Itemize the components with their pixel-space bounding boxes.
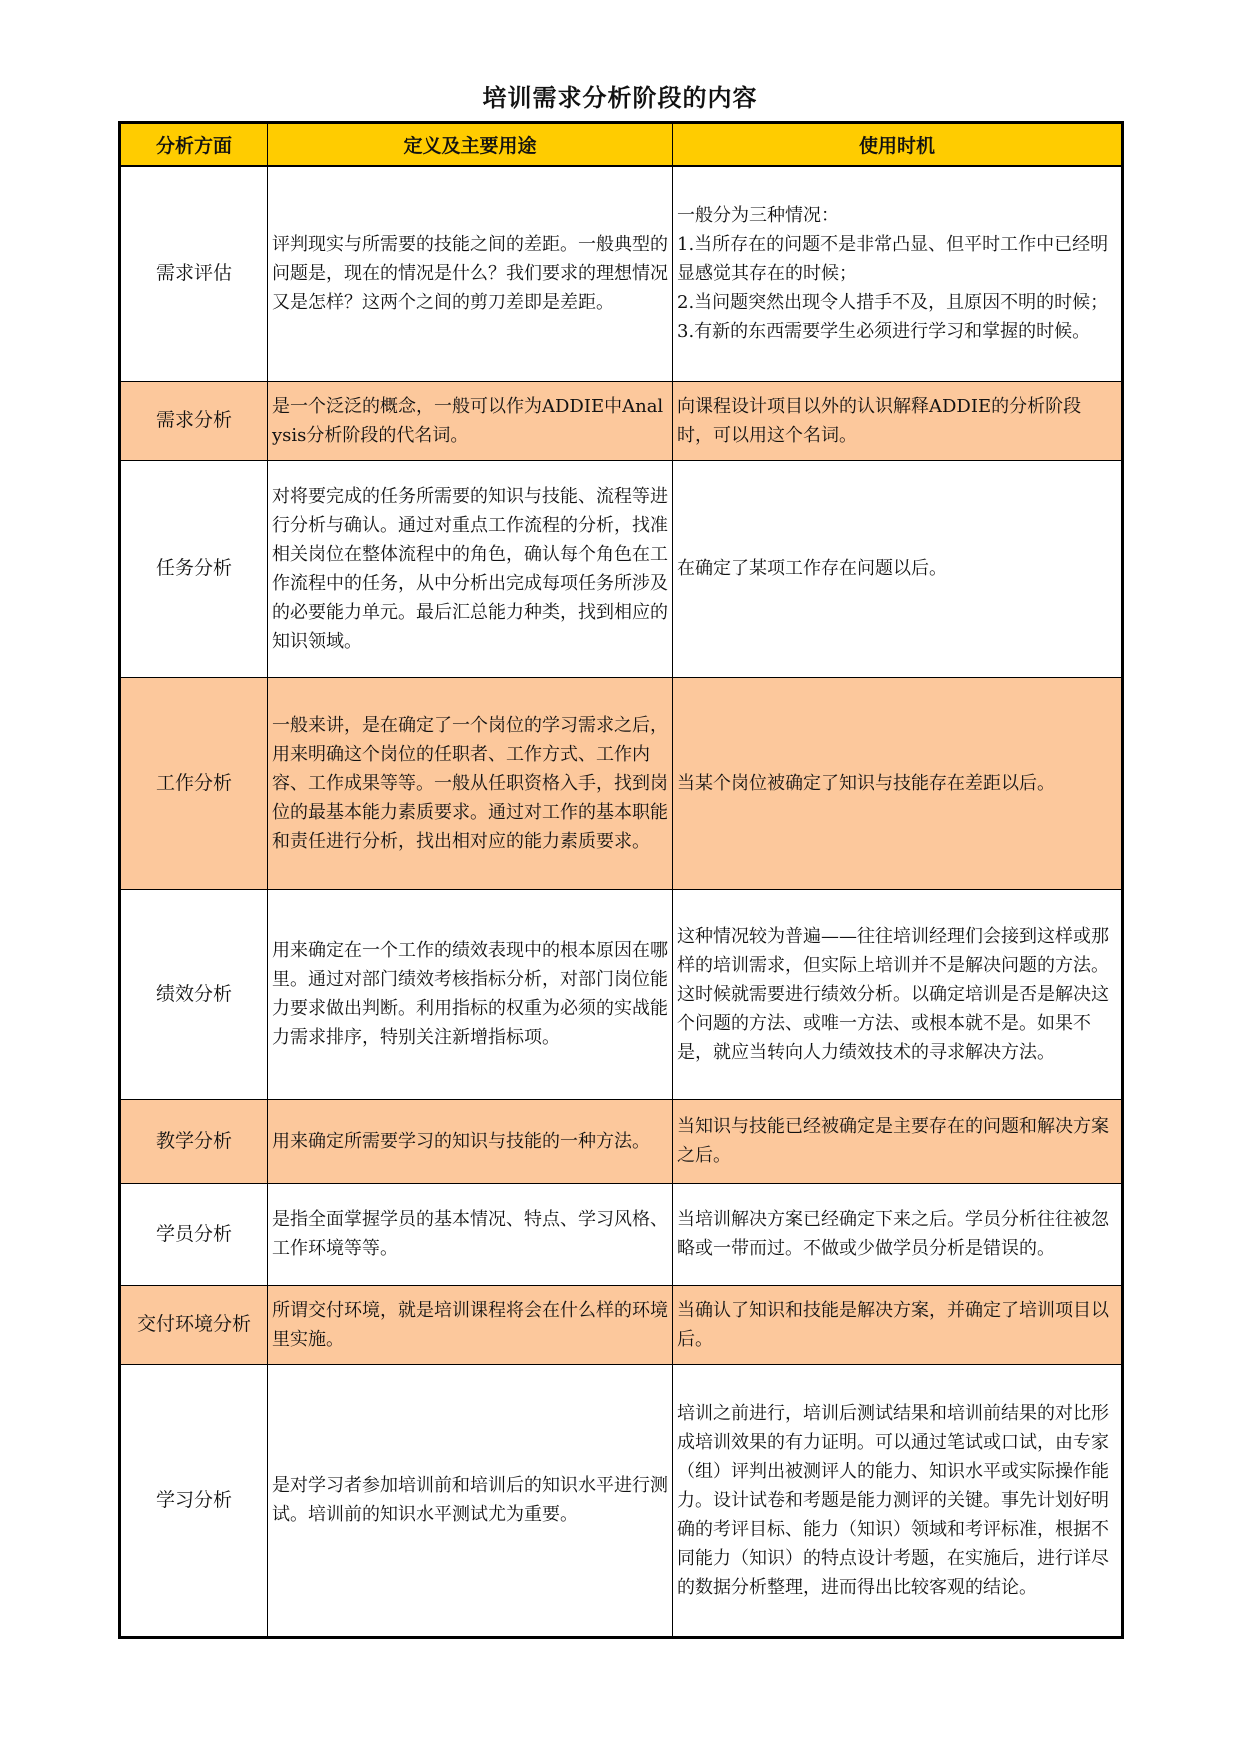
row-definition: 用来确定在一个工作的绩效表现中的根本原因在哪里。通过对部门绩效考核指标分析，对部门岗位能力要求做出判断。利用指标的权重为必须的实战能力需求排序，特别关注新增指标项。 bbox=[268, 889, 673, 1099]
row-aspect: 工作分析 bbox=[120, 677, 268, 889]
table-row bbox=[120, 889, 1123, 1099]
row-aspect: 交付环境分析 bbox=[120, 1285, 268, 1364]
table-row bbox=[120, 1285, 1123, 1364]
table-row bbox=[120, 166, 1123, 381]
row-timing: 当知识与技能已经被确定是主要存在的问题和解决方案之后。 bbox=[673, 1099, 1123, 1183]
row-definition: 是一个泛泛的概念，一般可以作为ADDIE中Analysis分析阶段的代名词。 bbox=[268, 381, 673, 460]
row-timing: 一般分为三种情况： 1.当所存在的问题不是非常凸显、但平时工作中已经明显感觉其存在的时候； 2.当问题突然出现令人措手不及，且原因不明的时候； 3.有新的东西需要学生必须进行学习和掌握的时候。 bbox=[673, 166, 1123, 381]
row-aspect: 需求评估 bbox=[120, 166, 268, 381]
row-aspect: 绩效分析 bbox=[120, 889, 268, 1099]
row-timing: 当确认了知识和技能是解决方案，并确定了培训项目以后。 bbox=[673, 1285, 1123, 1364]
row-aspect: 任务分析 bbox=[120, 460, 268, 677]
header-timing: 使用时机 bbox=[673, 123, 1123, 167]
row-aspect: 学习分析 bbox=[120, 1364, 268, 1637]
analysis-table bbox=[118, 121, 1124, 1639]
row-timing: 当培训解决方案已经确定下来之后。学员分析往往被忽略或一带而过。不做或少做学员分析是错误的。 bbox=[673, 1183, 1123, 1285]
row-timing: 这种情况较为普遍——往往培训经理们会接到这样或那样的培训需求，但实际上培训并不是解决问题的方法。这时候就需要进行绩效分析。以确定培训是否是解决这个问题的方法、或唯一方法、或根本就不是。如果不是，就应当转向人力绩效技术的寻求解决方法。 bbox=[673, 889, 1123, 1099]
row-aspect: 教学分析 bbox=[120, 1099, 268, 1183]
row-timing: 当某个岗位被确定了知识与技能存在差距以后。 bbox=[673, 677, 1123, 889]
row-timing: 培训之前进行，培训后测试结果和培训前结果的对比形成培训效果的有力证明。可以通过笔试或口试，由专家（组）评判出被测评人的能力、知识水平或实际操作能力。设计试卷和考题是能力测评的关键。事先计划好明确的考评目标、能力（知识）领域和考评标准，根据不同能力（知识）的特点设计考题，在实施后，进行详尽的数据分析整理，进而得出比较客观的结论。 bbox=[673, 1364, 1123, 1637]
row-definition: 是指全面掌握学员的基本情况、特点、学习风格、工作环境等等。 bbox=[268, 1183, 673, 1285]
row-definition: 一般来讲，是在确定了一个岗位的学习需求之后，用来明确这个岗位的任职者、工作方式、工作内容、工作成果等等。一般从任职资格入手，找到岗位的最基本能力素质要求。通过对工作的基本职能和责任进行分析，找出相对应的能力素质要求。 bbox=[268, 677, 673, 889]
row-aspect: 需求分析 bbox=[120, 381, 268, 460]
table-row bbox=[120, 381, 1123, 460]
row-timing: 向课程设计项目以外的认识解释ADDIE的分析阶段时，可以用这个名词。 bbox=[673, 381, 1123, 460]
table-header-row bbox=[120, 123, 1123, 167]
header-definition: 定义及主要用途 bbox=[268, 123, 673, 167]
table-row bbox=[120, 460, 1123, 677]
row-definition: 评判现实与所需要的技能之间的差距。一般典型的问题是，现在的情况是什么？我们要求的理想情况又是怎样？这两个之间的剪刀差即是差距。 bbox=[268, 166, 673, 381]
row-timing: 在确定了某项工作存在问题以后。 bbox=[673, 460, 1123, 677]
table-row bbox=[120, 677, 1123, 889]
row-aspect: 学员分析 bbox=[120, 1183, 268, 1285]
row-definition: 用来确定所需要学习的知识与技能的一种方法。 bbox=[268, 1099, 673, 1183]
table-row bbox=[120, 1099, 1123, 1183]
table-row bbox=[120, 1364, 1123, 1637]
table-row bbox=[120, 1183, 1123, 1285]
page-title: 培训需求分析阶段的内容 bbox=[482, 84, 758, 112]
row-definition: 是对学习者参加培训前和培训后的知识水平进行测试。培训前的知识水平测试尤为重要。 bbox=[268, 1364, 673, 1637]
row-definition: 所谓交付环境，就是培训课程将会在什么样的环境里实施。 bbox=[268, 1285, 673, 1364]
row-definition: 对将要完成的任务所需要的知识与技能、流程等进行分析与确认。通过对重点工作流程的分析，找准相关岗位在整体流程中的角色，确认每个角色在工作流程中的任务，从中分析出完成每项任务所涉及的必要能力单元。最后汇总能力种类，找到相应的知识领域。 bbox=[268, 460, 673, 677]
header-aspect: 分析方面 bbox=[120, 123, 268, 167]
